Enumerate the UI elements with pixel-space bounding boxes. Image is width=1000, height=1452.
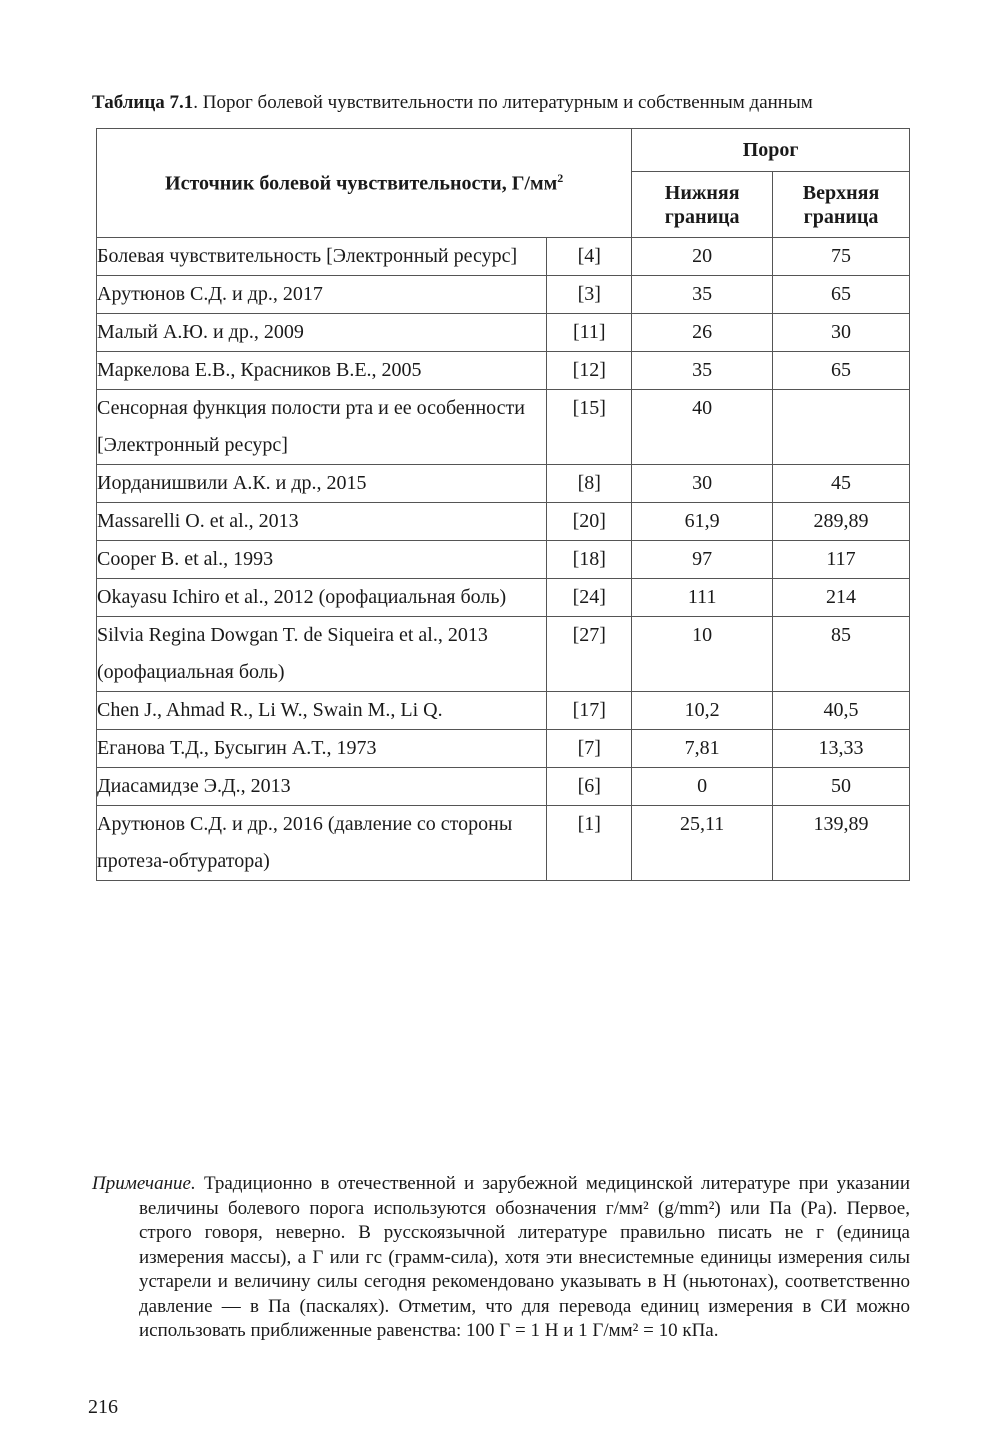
lower-bound-cell: 10 <box>632 617 773 692</box>
source-cell: Chen J., Ahmad R., Li W., Swain M., Li Q. <box>97 692 547 730</box>
table-caption-text: . Порог болевой чувствительности по литературным и собственным данным <box>193 92 813 113</box>
table-note <box>92 1172 910 1344</box>
reference-cell: [18] <box>547 541 632 579</box>
lower-bound-cell: 25,11 <box>632 806 773 881</box>
reference-cell: [15] <box>547 390 632 465</box>
source-cell: Болевая чувствительность [Электронный ресурс] <box>97 238 547 276</box>
table-row <box>97 541 910 579</box>
upper-bound-cell: 45 <box>773 465 910 503</box>
source-cell: Сенсорная функция полости рта и ее особенности [Электронный ресурс] <box>97 390 547 465</box>
reference-cell: [24] <box>547 579 632 617</box>
table-row <box>97 276 910 314</box>
reference-cell: [6] <box>547 768 632 806</box>
source-cell: Арутюнов С.Д. и др., 2017 <box>97 276 547 314</box>
note-text: Традиционно в отечественной и зарубежной медицинской литературе при указании величины болевого порога используются обозначения г/мм² (g/mm²) или Па (Pa). Первое, строго говоря, неверно. В русскоязычной литературе правильно писать не г (единица измерения массы), а Г или гс (грамм-сила), хотя эти внесистемные единицы измерения силы устарели и величину силы сегодня рекомендовано указывать в Н (ньютонах), соответственно давление — в Па (паскалях). Отметим, что для перевода единиц измерения в СИ можно использовать приближенные равенства: 100 Г = 1 Н и 1 Г/мм² = 10 кПа. <box>139 1173 910 1341</box>
note-label: Примечание. <box>92 1173 196 1194</box>
table-row <box>97 465 910 503</box>
lower-bound-cell: 40 <box>632 390 773 465</box>
source-cell: Cooper B. et al., 1993 <box>97 541 547 579</box>
table-row <box>97 314 910 352</box>
source-cell: Иорданишвили А.К. и др., 2015 <box>97 465 547 503</box>
table-row <box>97 692 910 730</box>
lower-bound-cell: 111 <box>632 579 773 617</box>
source-cell: Малый А.Ю. и др., 2009 <box>97 314 547 352</box>
table-row <box>97 352 910 390</box>
table-row <box>97 806 910 881</box>
reference-cell: [11] <box>547 314 632 352</box>
reference-cell: [7] <box>547 730 632 768</box>
upper-bound-cell: 117 <box>773 541 910 579</box>
lower-bound-cell: 7,81 <box>632 730 773 768</box>
lower-bound-cell: 97 <box>632 541 773 579</box>
upper-bound-cell: 65 <box>773 276 910 314</box>
header-source <box>97 129 632 238</box>
header-source-sup: 2 <box>557 170 564 185</box>
table-row <box>97 617 910 692</box>
upper-bound-cell: 30 <box>773 314 910 352</box>
lower-bound-cell: 35 <box>632 352 773 390</box>
source-cell: Massarelli O. et al., 2013 <box>97 503 547 541</box>
page-number: 216 <box>88 1396 118 1418</box>
upper-bound-cell: 50 <box>773 768 910 806</box>
source-cell: Арутюнов С.Д. и др., 2016 (давление со стороны протеза-обтуратора) <box>97 806 547 881</box>
reference-cell: [4] <box>547 238 632 276</box>
table-caption <box>92 92 912 114</box>
upper-bound-cell: 139,89 <box>773 806 910 881</box>
upper-bound-cell: 40,5 <box>773 692 910 730</box>
header-upper: Верхняя граница <box>773 172 910 238</box>
lower-bound-cell: 26 <box>632 314 773 352</box>
reference-cell: [3] <box>547 276 632 314</box>
reference-cell: [1] <box>547 806 632 881</box>
source-cell: Okayasu Ichiro et al., 2012 (орофациальная боль) <box>97 579 547 617</box>
source-cell: Маркелова Е.В., Красников В.Е., 2005 <box>97 352 547 390</box>
source-cell: Silvia Regina Dowgan T. de Siqueira et al., 2013 (орофациальная боль) <box>97 617 547 692</box>
reference-cell: [12] <box>547 352 632 390</box>
lower-bound-cell: 20 <box>632 238 773 276</box>
header-source-text: Источник болевой чувствительности, Г/мм <box>165 172 558 195</box>
table-row <box>97 730 910 768</box>
table-row <box>97 238 910 276</box>
reference-cell: [20] <box>547 503 632 541</box>
reference-cell: [27] <box>547 617 632 692</box>
upper-bound-cell: 75 <box>773 238 910 276</box>
upper-bound-cell: 65 <box>773 352 910 390</box>
lower-bound-cell: 10,2 <box>632 692 773 730</box>
header-threshold: Порог <box>632 129 910 172</box>
pain-threshold-table <box>96 128 910 881</box>
table-row <box>97 579 910 617</box>
upper-bound-cell: 85 <box>773 617 910 692</box>
source-cell: Диасамидзе Э.Д., 2013 <box>97 768 547 806</box>
lower-bound-cell: 0 <box>632 768 773 806</box>
table-row <box>97 503 910 541</box>
upper-bound-cell <box>773 390 910 465</box>
table-row <box>97 768 910 806</box>
upper-bound-cell: 13,33 <box>773 730 910 768</box>
upper-bound-cell: 214 <box>773 579 910 617</box>
table-row <box>97 390 910 465</box>
header-lower: Нижняя граница <box>632 172 773 238</box>
source-cell: Еганова Т.Д., Бусыгин А.Т., 1973 <box>97 730 547 768</box>
reference-cell: [17] <box>547 692 632 730</box>
upper-bound-cell: 289,89 <box>773 503 910 541</box>
table-caption-label: Таблица 7.1 <box>92 92 194 113</box>
lower-bound-cell: 35 <box>632 276 773 314</box>
lower-bound-cell: 30 <box>632 465 773 503</box>
reference-cell: [8] <box>547 465 632 503</box>
lower-bound-cell: 61,9 <box>632 503 773 541</box>
